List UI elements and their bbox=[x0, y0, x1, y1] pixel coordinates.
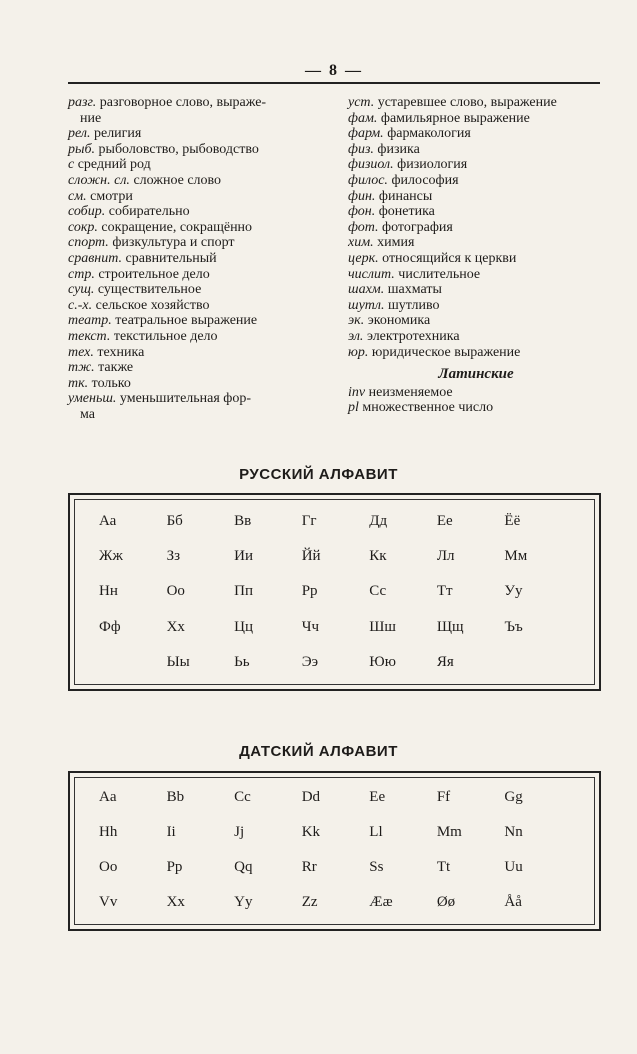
abbreviation: фарм. bbox=[348, 126, 384, 142]
abbreviation-entry bbox=[348, 220, 604, 236]
abbreviation: тж. bbox=[68, 360, 95, 376]
abbreviation-meaning: сокращение, сокращённо bbox=[101, 219, 253, 235]
abbreviation-meaning: театральное выражение bbox=[115, 313, 258, 329]
abbreviation-entry bbox=[348, 267, 604, 283]
alphabet-letter: Rr bbox=[301, 859, 317, 875]
abbreviation-entry bbox=[348, 95, 604, 111]
abbreviation-meaning: смотри bbox=[90, 188, 133, 204]
abbreviation: сложн. сл. bbox=[68, 172, 130, 188]
abbreviation-entry bbox=[68, 329, 324, 345]
alphabet-letter: Mm bbox=[436, 824, 462, 840]
abbreviation-entry bbox=[68, 235, 324, 251]
abbreviation: pl bbox=[348, 400, 359, 416]
abbreviation: сущ. bbox=[68, 282, 95, 298]
abbreviation: театр. bbox=[68, 313, 112, 329]
page-header bbox=[68, 62, 600, 84]
alphabet-letter: Йй bbox=[301, 548, 321, 565]
abbreviations-right-column bbox=[348, 95, 604, 416]
abbreviation-meaning: сложное слово bbox=[133, 172, 222, 188]
alphabet-letter: Yy bbox=[234, 894, 253, 910]
alphabet-letter: Лл bbox=[436, 548, 455, 565]
abbreviation: шахм. bbox=[348, 282, 385, 298]
abbreviation-entry bbox=[68, 173, 324, 189]
abbreviation-entry bbox=[68, 251, 324, 267]
alphabet-letter: Кк bbox=[369, 548, 387, 565]
abbreviation-meaning: экономика bbox=[367, 313, 431, 329]
abbreviation-entry bbox=[348, 251, 604, 267]
alphabet-letter: Чч bbox=[301, 618, 319, 635]
abbreviation-entry bbox=[348, 142, 604, 158]
abbreviation-meaning: неизменяемое bbox=[368, 384, 453, 400]
abbreviation-entry bbox=[68, 267, 324, 283]
abbreviation-entry bbox=[68, 126, 324, 142]
abbreviation-entry bbox=[348, 345, 604, 361]
abbreviation-meaning: рыболовство, рыбоводство bbox=[98, 141, 259, 157]
abbreviation: стр. bbox=[68, 266, 95, 282]
abbreviation-meaning: шутливо bbox=[388, 297, 440, 313]
alphabet-letter: Ъъ bbox=[504, 618, 523, 635]
alphabet-letter: Щщ bbox=[436, 618, 464, 635]
alphabet-letter: Vv bbox=[99, 894, 118, 910]
alphabet-letter: Uu bbox=[504, 859, 523, 875]
abbreviation-entry bbox=[348, 298, 604, 314]
alphabet-letter: Ии bbox=[234, 548, 254, 565]
abbreviation-entry bbox=[348, 313, 604, 329]
danish-alphabet-title: ДАТСКИЙ АЛФАВИТ bbox=[239, 743, 398, 760]
alphabet-letter: Tt bbox=[436, 859, 451, 875]
alphabet-letter: Цц bbox=[234, 618, 254, 635]
abbreviation: тк. bbox=[68, 375, 89, 391]
abbreviation: рыб. bbox=[68, 141, 96, 157]
russian-alphabet-box bbox=[68, 493, 601, 691]
abbreviation-entry bbox=[348, 385, 604, 401]
abbreviation-meaning: фамильярное выражение bbox=[380, 110, 530, 126]
abbreviation: физиол. bbox=[348, 157, 394, 173]
alphabet-letter: Nn bbox=[504, 824, 523, 840]
abbreviation-meaning: философия bbox=[391, 172, 459, 188]
abbreviation: филос. bbox=[348, 172, 388, 188]
alphabet-letter: Ээ bbox=[301, 653, 319, 670]
abbreviation: юр. bbox=[348, 344, 369, 360]
abbreviation-meaning: числительное bbox=[398, 266, 481, 282]
russian-alphabet-grid bbox=[75, 500, 594, 684]
abbreviation-entry bbox=[68, 142, 324, 158]
abbreviation-meaning: электротехника bbox=[366, 328, 460, 344]
abbreviation-entry bbox=[68, 189, 324, 205]
alphabet-letter: Сс bbox=[369, 583, 387, 600]
abbreviation: тех. bbox=[68, 344, 94, 360]
alphabet-letter: Вв bbox=[234, 513, 252, 530]
abbreviation: физ. bbox=[348, 141, 374, 157]
alphabet-letter: Åå bbox=[504, 894, 522, 910]
alphabet-letter: Ææ bbox=[369, 894, 393, 910]
abbreviation: сравнит. bbox=[68, 250, 123, 266]
abbreviation: текст. bbox=[68, 328, 111, 344]
alphabet-letter: Дд bbox=[369, 513, 388, 530]
abbreviation-entry bbox=[348, 235, 604, 251]
alphabet-letter: Мм bbox=[504, 548, 528, 565]
abbreviation: церк. bbox=[348, 250, 379, 266]
alphabet-letter: Юю bbox=[369, 653, 396, 670]
alphabet-letter: Тт bbox=[436, 583, 453, 600]
abbreviation: рел. bbox=[68, 126, 91, 142]
alphabet-letter: Ff bbox=[436, 789, 451, 805]
abbreviation-entry bbox=[348, 126, 604, 142]
alphabet-letter: Оо bbox=[166, 583, 185, 600]
abbreviation-meaning: религия bbox=[93, 126, 142, 142]
alphabet-letter: Ll bbox=[369, 824, 383, 840]
abbreviation-entry bbox=[348, 400, 604, 416]
abbreviation-meaning: физиология bbox=[397, 157, 468, 173]
alphabet-letter: Нн bbox=[99, 583, 118, 600]
abbreviation-entry bbox=[68, 157, 324, 173]
abbreviation-meaning: физика bbox=[377, 141, 420, 157]
alphabet-letter: Рр bbox=[301, 583, 318, 600]
abbreviation-meaning: множественное число bbox=[362, 400, 494, 416]
abbreviation: фот. bbox=[348, 219, 379, 235]
alphabet-letter: Шш bbox=[369, 618, 396, 635]
abbreviation-entry bbox=[348, 282, 604, 298]
abbreviation-entry bbox=[68, 407, 324, 423]
abbreviation: разг. bbox=[68, 95, 97, 110]
alphabet-letter: Ii bbox=[166, 824, 176, 840]
abbreviation-meaning: сельское хозяйство bbox=[95, 297, 210, 313]
alphabet-letter: Hh bbox=[99, 824, 118, 840]
abbreviation-meaning: разговорное слово, выраже- bbox=[99, 95, 267, 110]
abbreviation-meaning: юридическое выражение bbox=[371, 344, 521, 360]
alphabet-letter: Gg bbox=[504, 789, 523, 805]
abbreviation-meaning: относящийся к церкви bbox=[382, 250, 517, 266]
alphabet-letter: Xx bbox=[166, 894, 185, 910]
abbreviation-meaning: фонетика bbox=[378, 204, 435, 220]
alphabet-letter: Ее bbox=[436, 513, 453, 530]
abbreviation-entry bbox=[68, 220, 324, 236]
danish-alphabet-box bbox=[68, 771, 601, 931]
abbreviation: фон. bbox=[348, 204, 376, 220]
alphabet-letter: Ss bbox=[369, 859, 384, 875]
abbreviation-meaning: только bbox=[91, 375, 131, 391]
abbreviation-entry bbox=[348, 111, 604, 127]
abbreviation-entry bbox=[68, 282, 324, 298]
alphabet-letter: Уу bbox=[504, 583, 523, 600]
abbreviation: см. bbox=[68, 188, 87, 204]
alphabet-letter: Бб bbox=[166, 513, 183, 530]
danish-alphabet-grid bbox=[75, 778, 594, 924]
alphabet-letter: Зз bbox=[166, 548, 181, 565]
alphabet-letter: Jj bbox=[234, 824, 245, 840]
abbreviation-entry bbox=[68, 376, 324, 392]
abbreviation-entry bbox=[68, 111, 324, 127]
abbreviation-meaning: сравнительный bbox=[125, 250, 217, 266]
alphabet-letter: Dd bbox=[301, 789, 321, 805]
abbreviation-entry bbox=[68, 204, 324, 220]
page-number: — 8 — bbox=[305, 62, 363, 79]
alphabet-letter: Хх bbox=[166, 618, 185, 635]
abbreviation-meaning: средний род bbox=[77, 157, 151, 173]
abbreviation-entry bbox=[68, 95, 324, 111]
alphabet-letter: Qq bbox=[234, 859, 253, 875]
abbreviation-meaning: финансы bbox=[378, 188, 433, 204]
abbreviation-entry bbox=[68, 298, 324, 314]
abbreviations-left-column bbox=[68, 95, 324, 422]
alphabet-letter: Фф bbox=[99, 618, 121, 635]
abbreviation: шутл. bbox=[348, 297, 385, 313]
alphabet-letter: Ee bbox=[369, 789, 386, 805]
abbreviation: собир. bbox=[68, 204, 106, 220]
abbreviation-meaning: существительное bbox=[97, 282, 202, 298]
alphabet-letter: Ьь bbox=[234, 653, 250, 670]
alphabet-letter: Ыы bbox=[166, 653, 190, 670]
abbreviation-meaning: техника bbox=[97, 344, 145, 360]
abbreviation: фам. bbox=[348, 110, 378, 126]
abbreviation-entry bbox=[68, 360, 324, 376]
alphabet-letter: Cc bbox=[234, 789, 251, 805]
alphabet-letter: Pp bbox=[166, 859, 183, 875]
abbreviation-entry bbox=[68, 345, 324, 361]
russian-alphabet-title: РУССКИЙ АЛФАВИТ bbox=[239, 466, 398, 483]
abbreviation-entry bbox=[68, 313, 324, 329]
alphabet-letter: Bb bbox=[166, 789, 185, 805]
abbreviation-meaning: текстильное дело bbox=[113, 328, 218, 344]
alphabet-letter: Zz bbox=[301, 894, 318, 910]
alphabet-letter: Oo bbox=[99, 859, 118, 875]
abbreviation: хим. bbox=[348, 235, 374, 251]
abbreviation-meaning: устаревшее слово, выражение bbox=[377, 95, 557, 110]
abbreviation-meaning: фармакология bbox=[387, 126, 471, 142]
abbreviation: inv bbox=[348, 384, 366, 400]
latin-heading: Латинские bbox=[438, 366, 514, 383]
abbreviation-entry bbox=[348, 173, 604, 189]
abbreviation-entry bbox=[348, 204, 604, 220]
abbreviation-meaning: также bbox=[98, 360, 134, 376]
alphabet-letter: Жж bbox=[99, 548, 123, 565]
abbreviation-entry bbox=[68, 391, 324, 407]
abbreviation: числит. bbox=[348, 266, 395, 282]
abbreviation-meaning: фотография bbox=[382, 219, 453, 235]
abbreviation: фин. bbox=[348, 188, 376, 204]
alphabet-letter: Kk bbox=[301, 824, 321, 840]
abbreviation: эл. bbox=[348, 328, 364, 344]
abbreviation-entry bbox=[348, 189, 604, 205]
alphabet-letter: Яя bbox=[436, 653, 454, 670]
alphabet-letter: Аа bbox=[99, 513, 117, 530]
abbreviation: с.-х. bbox=[68, 297, 93, 313]
alphabet-letter: Aa bbox=[99, 789, 117, 805]
abbreviation-meaning: строительное дело bbox=[98, 266, 210, 282]
abbreviation-meaning: шахматы bbox=[387, 282, 442, 298]
alphabet-letter: Пп bbox=[234, 583, 254, 600]
abbreviation-meaning: химия bbox=[377, 235, 415, 251]
abbreviation-meaning: физкультура и спорт bbox=[112, 235, 235, 251]
abbreviation-meaning: ние bbox=[80, 110, 102, 126]
abbreviation: с bbox=[68, 157, 75, 173]
abbreviation-entry bbox=[348, 157, 604, 173]
abbreviation-entry bbox=[348, 329, 604, 345]
alphabet-letter: Гг bbox=[301, 513, 317, 530]
abbreviation: эк. bbox=[348, 313, 365, 329]
alphabet-letter: Ёё bbox=[504, 513, 521, 530]
abbreviation-meaning: ма bbox=[80, 406, 95, 422]
abbreviation: сокр. bbox=[68, 219, 98, 235]
alphabet-letter: Øø bbox=[436, 894, 456, 910]
abbreviation: уст. bbox=[348, 95, 375, 110]
abbreviation: спорт. bbox=[68, 235, 109, 251]
abbreviation-meaning: уменьшительная фор- bbox=[119, 391, 252, 407]
abbreviation-meaning: собирательно bbox=[108, 204, 190, 220]
abbreviation: уменьш. bbox=[68, 391, 117, 407]
